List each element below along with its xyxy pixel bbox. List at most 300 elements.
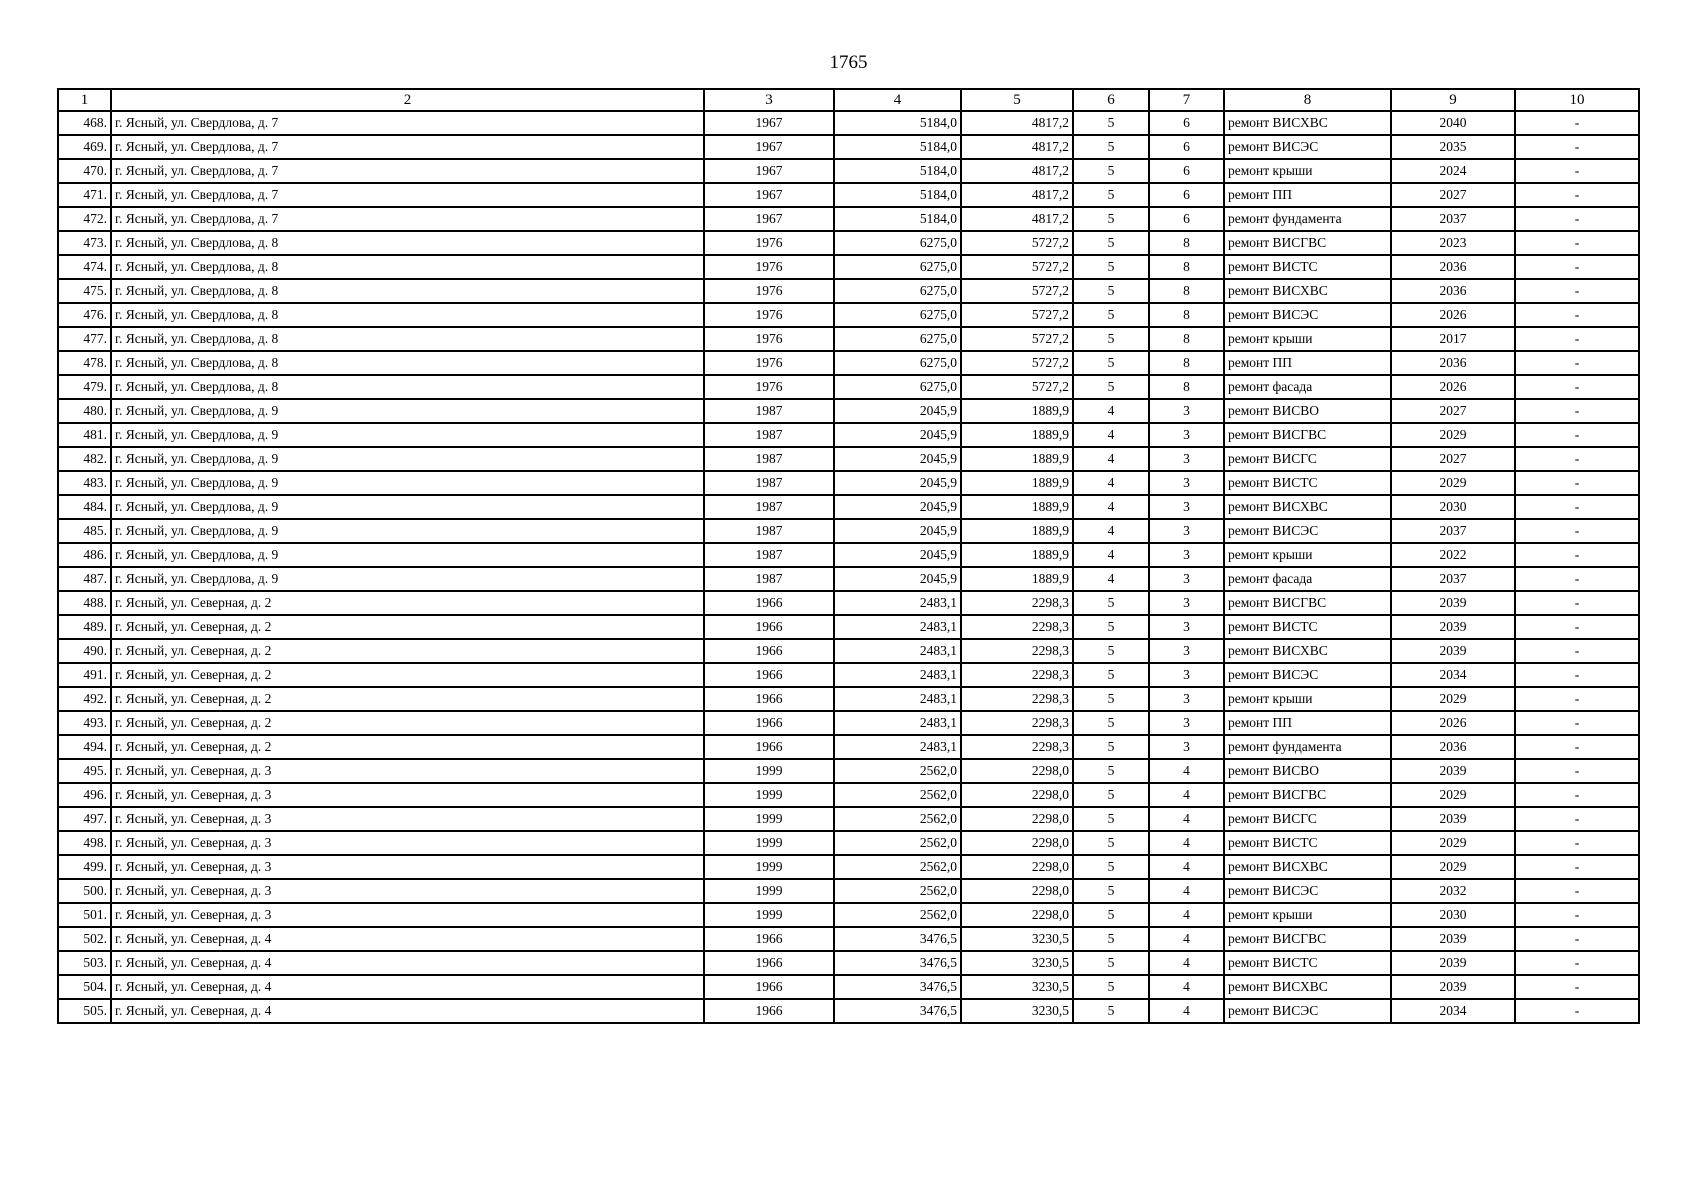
- address-cell: г. Ясный, ул. Свердлова, д. 8: [111, 231, 704, 255]
- note-cell: -: [1515, 279, 1639, 303]
- year-built-cell: 1999: [704, 855, 834, 879]
- floors-cell: 5: [1073, 855, 1149, 879]
- note-cell: -: [1515, 567, 1639, 591]
- entrances-cell: 3: [1149, 495, 1224, 519]
- work-type-cell: ремонт ВИСГВС: [1224, 591, 1391, 615]
- address-cell: г. Ясный, ул. Свердлова, д. 9: [111, 543, 704, 567]
- note-cell: -: [1515, 855, 1639, 879]
- row-number-cell: 477.: [58, 327, 111, 351]
- row-number-cell: 495.: [58, 759, 111, 783]
- row-number-cell: 494.: [58, 735, 111, 759]
- note-cell: -: [1515, 231, 1639, 255]
- note-cell: -: [1515, 951, 1639, 975]
- address-cell: г. Ясный, ул. Свердлова, д. 7: [111, 183, 704, 207]
- address-cell: г. Ясный, ул. Свердлова, д. 9: [111, 567, 704, 591]
- floors-cell: 5: [1073, 687, 1149, 711]
- table-row: [58, 807, 1639, 831]
- table-row: [58, 519, 1639, 543]
- total-area-cell: 6275,0: [834, 303, 961, 327]
- floors-cell: 5: [1073, 303, 1149, 327]
- row-number-cell: 498.: [58, 831, 111, 855]
- year-built-cell: 1987: [704, 567, 834, 591]
- address-cell: г. Ясный, ул. Северная, д. 2: [111, 687, 704, 711]
- row-number-cell: 478.: [58, 351, 111, 375]
- total-area-cell: 2045,9: [834, 423, 961, 447]
- work-type-cell: ремонт фасада: [1224, 567, 1391, 591]
- note-cell: -: [1515, 615, 1639, 639]
- address-cell: г. Ясный, ул. Северная, д. 2: [111, 711, 704, 735]
- table-row: [58, 639, 1639, 663]
- year-built-cell: 1966: [704, 999, 834, 1023]
- living-area-cell: 5727,2: [961, 351, 1073, 375]
- entrances-cell: 3: [1149, 471, 1224, 495]
- address-cell: г. Ясный, ул. Свердлова, д. 9: [111, 399, 704, 423]
- note-cell: -: [1515, 879, 1639, 903]
- planned-year-cell: 2039: [1391, 591, 1515, 615]
- floors-cell: 5: [1073, 111, 1149, 135]
- total-area-cell: 2045,9: [834, 495, 961, 519]
- address-cell: г. Ясный, ул. Свердлова, д. 9: [111, 519, 704, 543]
- note-cell: -: [1515, 183, 1639, 207]
- table-body: [58, 111, 1639, 1023]
- total-area-cell: 3476,5: [834, 927, 961, 951]
- row-number-cell: 484.: [58, 495, 111, 519]
- living-area-cell: 5727,2: [961, 303, 1073, 327]
- living-area-cell: 5727,2: [961, 279, 1073, 303]
- table-row: [58, 543, 1639, 567]
- work-type-cell: ремонт крыши: [1224, 903, 1391, 927]
- year-built-cell: 1976: [704, 327, 834, 351]
- row-number-cell: 472.: [58, 207, 111, 231]
- work-type-cell: ремонт фундамента: [1224, 207, 1391, 231]
- floors-cell: 5: [1073, 639, 1149, 663]
- year-built-cell: 1966: [704, 591, 834, 615]
- entrances-cell: 6: [1149, 111, 1224, 135]
- row-number-cell: 469.: [58, 135, 111, 159]
- table-row: [58, 567, 1639, 591]
- planned-year-cell: 2032: [1391, 879, 1515, 903]
- work-type-cell: ремонт ВИСТС: [1224, 471, 1391, 495]
- work-type-cell: ремонт ВИСЭС: [1224, 303, 1391, 327]
- address-cell: г. Ясный, ул. Северная, д. 4: [111, 927, 704, 951]
- living-area-cell: 4817,2: [961, 207, 1073, 231]
- total-area-cell: 2045,9: [834, 471, 961, 495]
- year-built-cell: 1987: [704, 471, 834, 495]
- work-type-cell: ремонт ВИСГВС: [1224, 927, 1391, 951]
- table-row: [58, 759, 1639, 783]
- living-area-cell: 5727,2: [961, 255, 1073, 279]
- note-cell: -: [1515, 783, 1639, 807]
- header-cell: 9: [1391, 89, 1515, 111]
- entrances-cell: 8: [1149, 255, 1224, 279]
- planned-year-cell: 2030: [1391, 495, 1515, 519]
- year-built-cell: 1987: [704, 495, 834, 519]
- year-built-cell: 1976: [704, 375, 834, 399]
- entrances-cell: 6: [1149, 135, 1224, 159]
- planned-year-cell: 2039: [1391, 639, 1515, 663]
- note-cell: -: [1515, 543, 1639, 567]
- table-row: [58, 135, 1639, 159]
- address-cell: г. Ясный, ул. Свердлова, д. 9: [111, 495, 704, 519]
- header-cell: 2: [111, 89, 704, 111]
- work-type-cell: ремонт ВИСХВС: [1224, 495, 1391, 519]
- planned-year-cell: 2029: [1391, 471, 1515, 495]
- row-number-cell: 502.: [58, 927, 111, 951]
- year-built-cell: 1966: [704, 639, 834, 663]
- year-built-cell: 1976: [704, 255, 834, 279]
- note-cell: -: [1515, 663, 1639, 687]
- floors-cell: 5: [1073, 615, 1149, 639]
- year-built-cell: 1999: [704, 759, 834, 783]
- total-area-cell: 2483,1: [834, 711, 961, 735]
- row-number-cell: 486.: [58, 543, 111, 567]
- address-cell: г. Ясный, ул. Северная, д. 2: [111, 735, 704, 759]
- entrances-cell: 4: [1149, 831, 1224, 855]
- entrances-cell: 8: [1149, 351, 1224, 375]
- year-built-cell: 1999: [704, 903, 834, 927]
- note-cell: -: [1515, 423, 1639, 447]
- address-cell: г. Ясный, ул. Северная, д. 2: [111, 615, 704, 639]
- address-cell: г. Ясный, ул. Свердлова, д. 7: [111, 111, 704, 135]
- work-type-cell: ремонт ПП: [1224, 351, 1391, 375]
- table-row: [58, 231, 1639, 255]
- row-number-cell: 470.: [58, 159, 111, 183]
- total-area-cell: 6275,0: [834, 327, 961, 351]
- table-row: [58, 927, 1639, 951]
- entrances-cell: 4: [1149, 855, 1224, 879]
- floors-cell: 4: [1073, 447, 1149, 471]
- entrances-cell: 4: [1149, 927, 1224, 951]
- table-row: [58, 327, 1639, 351]
- note-cell: -: [1515, 135, 1639, 159]
- planned-year-cell: 2034: [1391, 663, 1515, 687]
- living-area-cell: 2298,0: [961, 855, 1073, 879]
- address-cell: г. Ясный, ул. Северная, д. 4: [111, 975, 704, 999]
- living-area-cell: 2298,0: [961, 831, 1073, 855]
- planned-year-cell: 2027: [1391, 447, 1515, 471]
- living-area-cell: 5727,2: [961, 231, 1073, 255]
- total-area-cell: 2483,1: [834, 735, 961, 759]
- entrances-cell: 4: [1149, 759, 1224, 783]
- living-area-cell: 2298,3: [961, 615, 1073, 639]
- work-type-cell: ремонт ВИСТС: [1224, 831, 1391, 855]
- work-type-cell: ремонт ВИСГВС: [1224, 231, 1391, 255]
- total-area-cell: 5184,0: [834, 111, 961, 135]
- total-area-cell: 2562,0: [834, 855, 961, 879]
- year-built-cell: 1967: [704, 159, 834, 183]
- floors-cell: 5: [1073, 231, 1149, 255]
- floors-cell: 4: [1073, 567, 1149, 591]
- entrances-cell: 3: [1149, 423, 1224, 447]
- note-cell: -: [1515, 759, 1639, 783]
- note-cell: -: [1515, 111, 1639, 135]
- total-area-cell: 2562,0: [834, 879, 961, 903]
- planned-year-cell: 2029: [1391, 687, 1515, 711]
- work-type-cell: ремонт ВИСХВС: [1224, 855, 1391, 879]
- address-cell: г. Ясный, ул. Северная, д. 4: [111, 951, 704, 975]
- entrances-cell: 4: [1149, 951, 1224, 975]
- planned-year-cell: 2026: [1391, 375, 1515, 399]
- entrances-cell: 8: [1149, 375, 1224, 399]
- total-area-cell: 2045,9: [834, 447, 961, 471]
- floors-cell: 5: [1073, 327, 1149, 351]
- living-area-cell: 2298,3: [961, 591, 1073, 615]
- year-built-cell: 1999: [704, 831, 834, 855]
- total-area-cell: 2483,1: [834, 663, 961, 687]
- floors-cell: 5: [1073, 375, 1149, 399]
- address-cell: г. Ясный, ул. Северная, д. 2: [111, 591, 704, 615]
- table-row: [58, 735, 1639, 759]
- address-cell: г. Ясный, ул. Свердлова, д. 8: [111, 351, 704, 375]
- floors-cell: 5: [1073, 735, 1149, 759]
- living-area-cell: 1889,9: [961, 447, 1073, 471]
- note-cell: -: [1515, 903, 1639, 927]
- row-number-cell: 492.: [58, 687, 111, 711]
- address-cell: г. Ясный, ул. Свердлова, д. 8: [111, 279, 704, 303]
- planned-year-cell: 2017: [1391, 327, 1515, 351]
- total-area-cell: 2045,9: [834, 519, 961, 543]
- total-area-cell: 3476,5: [834, 999, 961, 1023]
- living-area-cell: 1889,9: [961, 399, 1073, 423]
- floors-cell: 5: [1073, 255, 1149, 279]
- year-built-cell: 1966: [704, 927, 834, 951]
- total-area-cell: 6275,0: [834, 279, 961, 303]
- address-cell: г. Ясный, ул. Северная, д. 3: [111, 855, 704, 879]
- entrances-cell: 3: [1149, 639, 1224, 663]
- address-cell: г. Ясный, ул. Северная, д. 3: [111, 831, 704, 855]
- row-number-cell: 501.: [58, 903, 111, 927]
- table-row: [58, 399, 1639, 423]
- work-type-cell: ремонт ВИСТС: [1224, 951, 1391, 975]
- header-cell: 8: [1224, 89, 1391, 111]
- work-type-cell: ремонт ВИСХВС: [1224, 639, 1391, 663]
- floors-cell: 4: [1073, 471, 1149, 495]
- entrances-cell: 3: [1149, 663, 1224, 687]
- total-area-cell: 2045,9: [834, 399, 961, 423]
- total-area-cell: 3476,5: [834, 951, 961, 975]
- table-row: [58, 423, 1639, 447]
- row-number-cell: 497.: [58, 807, 111, 831]
- total-area-cell: 2045,9: [834, 567, 961, 591]
- planned-year-cell: 2037: [1391, 567, 1515, 591]
- year-built-cell: 1976: [704, 351, 834, 375]
- address-cell: г. Ясный, ул. Свердлова, д. 8: [111, 255, 704, 279]
- address-cell: г. Ясный, ул. Свердлова, д. 8: [111, 327, 704, 351]
- total-area-cell: 2483,1: [834, 687, 961, 711]
- year-built-cell: 1966: [704, 711, 834, 735]
- year-built-cell: 1987: [704, 519, 834, 543]
- planned-year-cell: 2039: [1391, 951, 1515, 975]
- row-number-cell: 471.: [58, 183, 111, 207]
- total-area-cell: 2483,1: [834, 591, 961, 615]
- planned-year-cell: 2036: [1391, 351, 1515, 375]
- entrances-cell: 4: [1149, 975, 1224, 999]
- address-cell: г. Ясный, ул. Северная, д. 3: [111, 783, 704, 807]
- planned-year-cell: 2036: [1391, 279, 1515, 303]
- planned-year-cell: 2036: [1391, 735, 1515, 759]
- note-cell: -: [1515, 327, 1639, 351]
- entrances-cell: 3: [1149, 399, 1224, 423]
- table-row: [58, 879, 1639, 903]
- floors-cell: 5: [1073, 183, 1149, 207]
- table-row: [58, 159, 1639, 183]
- living-area-cell: 2298,0: [961, 807, 1073, 831]
- floors-cell: 5: [1073, 591, 1149, 615]
- living-area-cell: 2298,3: [961, 687, 1073, 711]
- row-number-cell: 475.: [58, 279, 111, 303]
- entrances-cell: 6: [1149, 159, 1224, 183]
- year-built-cell: 1987: [704, 447, 834, 471]
- living-area-cell: 2298,0: [961, 903, 1073, 927]
- address-cell: г. Ясный, ул. Северная, д. 3: [111, 807, 704, 831]
- floors-cell: 5: [1073, 279, 1149, 303]
- row-number-cell: 496.: [58, 783, 111, 807]
- planned-year-cell: 2037: [1391, 207, 1515, 231]
- floors-cell: 4: [1073, 495, 1149, 519]
- planned-year-cell: 2027: [1391, 399, 1515, 423]
- year-built-cell: 1967: [704, 207, 834, 231]
- row-number-cell: 476.: [58, 303, 111, 327]
- table-row: [58, 783, 1639, 807]
- planned-year-cell: 2035: [1391, 135, 1515, 159]
- entrances-cell: 3: [1149, 519, 1224, 543]
- entrances-cell: 8: [1149, 231, 1224, 255]
- year-built-cell: 1976: [704, 303, 834, 327]
- address-cell: г. Ясный, ул. Свердлова, д. 8: [111, 375, 704, 399]
- note-cell: -: [1515, 927, 1639, 951]
- row-number-cell: 479.: [58, 375, 111, 399]
- living-area-cell: 2298,3: [961, 663, 1073, 687]
- floors-cell: 5: [1073, 903, 1149, 927]
- planned-year-cell: 2026: [1391, 711, 1515, 735]
- row-number-cell: 490.: [58, 639, 111, 663]
- address-cell: г. Ясный, ул. Свердлова, д. 9: [111, 471, 704, 495]
- year-built-cell: 1966: [704, 663, 834, 687]
- total-area-cell: 2562,0: [834, 903, 961, 927]
- year-built-cell: 1967: [704, 135, 834, 159]
- living-area-cell: 5727,2: [961, 327, 1073, 351]
- living-area-cell: 4817,2: [961, 183, 1073, 207]
- year-built-cell: 1966: [704, 975, 834, 999]
- note-cell: -: [1515, 159, 1639, 183]
- address-cell: г. Ясный, ул. Северная, д. 2: [111, 663, 704, 687]
- planned-year-cell: 2039: [1391, 975, 1515, 999]
- row-number-cell: 505.: [58, 999, 111, 1023]
- entrances-cell: 8: [1149, 327, 1224, 351]
- header-row: [58, 89, 1639, 111]
- header-cell: 10: [1515, 89, 1639, 111]
- table-row: [58, 111, 1639, 135]
- work-type-cell: ремонт ВИСТС: [1224, 615, 1391, 639]
- living-area-cell: 1889,9: [961, 567, 1073, 591]
- floors-cell: 5: [1073, 879, 1149, 903]
- entrances-cell: 4: [1149, 999, 1224, 1023]
- planned-year-cell: 2037: [1391, 519, 1515, 543]
- row-number-cell: 500.: [58, 879, 111, 903]
- row-number-cell: 504.: [58, 975, 111, 999]
- work-type-cell: ремонт ВИСХВС: [1224, 975, 1391, 999]
- note-cell: -: [1515, 735, 1639, 759]
- work-type-cell: ремонт ВИСГС: [1224, 807, 1391, 831]
- floors-cell: 5: [1073, 975, 1149, 999]
- entrances-cell: 8: [1149, 303, 1224, 327]
- planned-year-cell: 2040: [1391, 111, 1515, 135]
- living-area-cell: 2298,3: [961, 735, 1073, 759]
- living-area-cell: 4817,2: [961, 111, 1073, 135]
- floors-cell: 5: [1073, 783, 1149, 807]
- year-built-cell: 1987: [704, 423, 834, 447]
- note-cell: -: [1515, 711, 1639, 735]
- address-cell: г. Ясный, ул. Свердлова, д. 7: [111, 159, 704, 183]
- planned-year-cell: 2029: [1391, 423, 1515, 447]
- work-type-cell: ремонт крыши: [1224, 159, 1391, 183]
- year-built-cell: 1966: [704, 951, 834, 975]
- year-built-cell: 1999: [704, 807, 834, 831]
- living-area-cell: 1889,9: [961, 495, 1073, 519]
- total-area-cell: 2483,1: [834, 615, 961, 639]
- total-area-cell: 2562,0: [834, 759, 961, 783]
- planned-year-cell: 2024: [1391, 159, 1515, 183]
- table-row: [58, 279, 1639, 303]
- entrances-cell: 8: [1149, 279, 1224, 303]
- note-cell: -: [1515, 687, 1639, 711]
- planned-year-cell: 2022: [1391, 543, 1515, 567]
- planned-year-cell: 2039: [1391, 927, 1515, 951]
- header-cell: 5: [961, 89, 1073, 111]
- note-cell: -: [1515, 375, 1639, 399]
- work-type-cell: ремонт ВИСХВС: [1224, 279, 1391, 303]
- row-number-cell: 499.: [58, 855, 111, 879]
- floors-cell: 4: [1073, 423, 1149, 447]
- floors-cell: 5: [1073, 927, 1149, 951]
- table-row: [58, 351, 1639, 375]
- row-number-cell: 485.: [58, 519, 111, 543]
- planned-year-cell: 2029: [1391, 783, 1515, 807]
- floors-cell: 4: [1073, 519, 1149, 543]
- table-row: [58, 663, 1639, 687]
- address-cell: г. Ясный, ул. Свердлова, д. 8: [111, 303, 704, 327]
- living-area-cell: 2298,3: [961, 639, 1073, 663]
- work-type-cell: ремонт ВИСГВС: [1224, 783, 1391, 807]
- address-cell: г. Ясный, ул. Северная, д. 3: [111, 879, 704, 903]
- work-type-cell: ремонт ВИСЭС: [1224, 519, 1391, 543]
- entrances-cell: 3: [1149, 735, 1224, 759]
- row-number-cell: 487.: [58, 567, 111, 591]
- work-type-cell: ремонт ВИСЭС: [1224, 879, 1391, 903]
- planned-year-cell: 2034: [1391, 999, 1515, 1023]
- floors-cell: 5: [1073, 135, 1149, 159]
- note-cell: -: [1515, 471, 1639, 495]
- total-area-cell: 2045,9: [834, 543, 961, 567]
- work-type-cell: ремонт ВИСГВС: [1224, 423, 1391, 447]
- planned-year-cell: 2039: [1391, 615, 1515, 639]
- entrances-cell: 3: [1149, 711, 1224, 735]
- work-type-cell: ремонт ВИСВО: [1224, 399, 1391, 423]
- note-cell: -: [1515, 999, 1639, 1023]
- table-row: [58, 615, 1639, 639]
- total-area-cell: 6275,0: [834, 375, 961, 399]
- entrances-cell: 3: [1149, 567, 1224, 591]
- row-number-cell: 493.: [58, 711, 111, 735]
- floors-cell: 5: [1073, 207, 1149, 231]
- table-row: [58, 471, 1639, 495]
- living-area-cell: 1889,9: [961, 543, 1073, 567]
- planned-year-cell: 2030: [1391, 903, 1515, 927]
- living-area-cell: 1889,9: [961, 471, 1073, 495]
- note-cell: -: [1515, 303, 1639, 327]
- entrances-cell: 6: [1149, 207, 1224, 231]
- total-area-cell: 5184,0: [834, 207, 961, 231]
